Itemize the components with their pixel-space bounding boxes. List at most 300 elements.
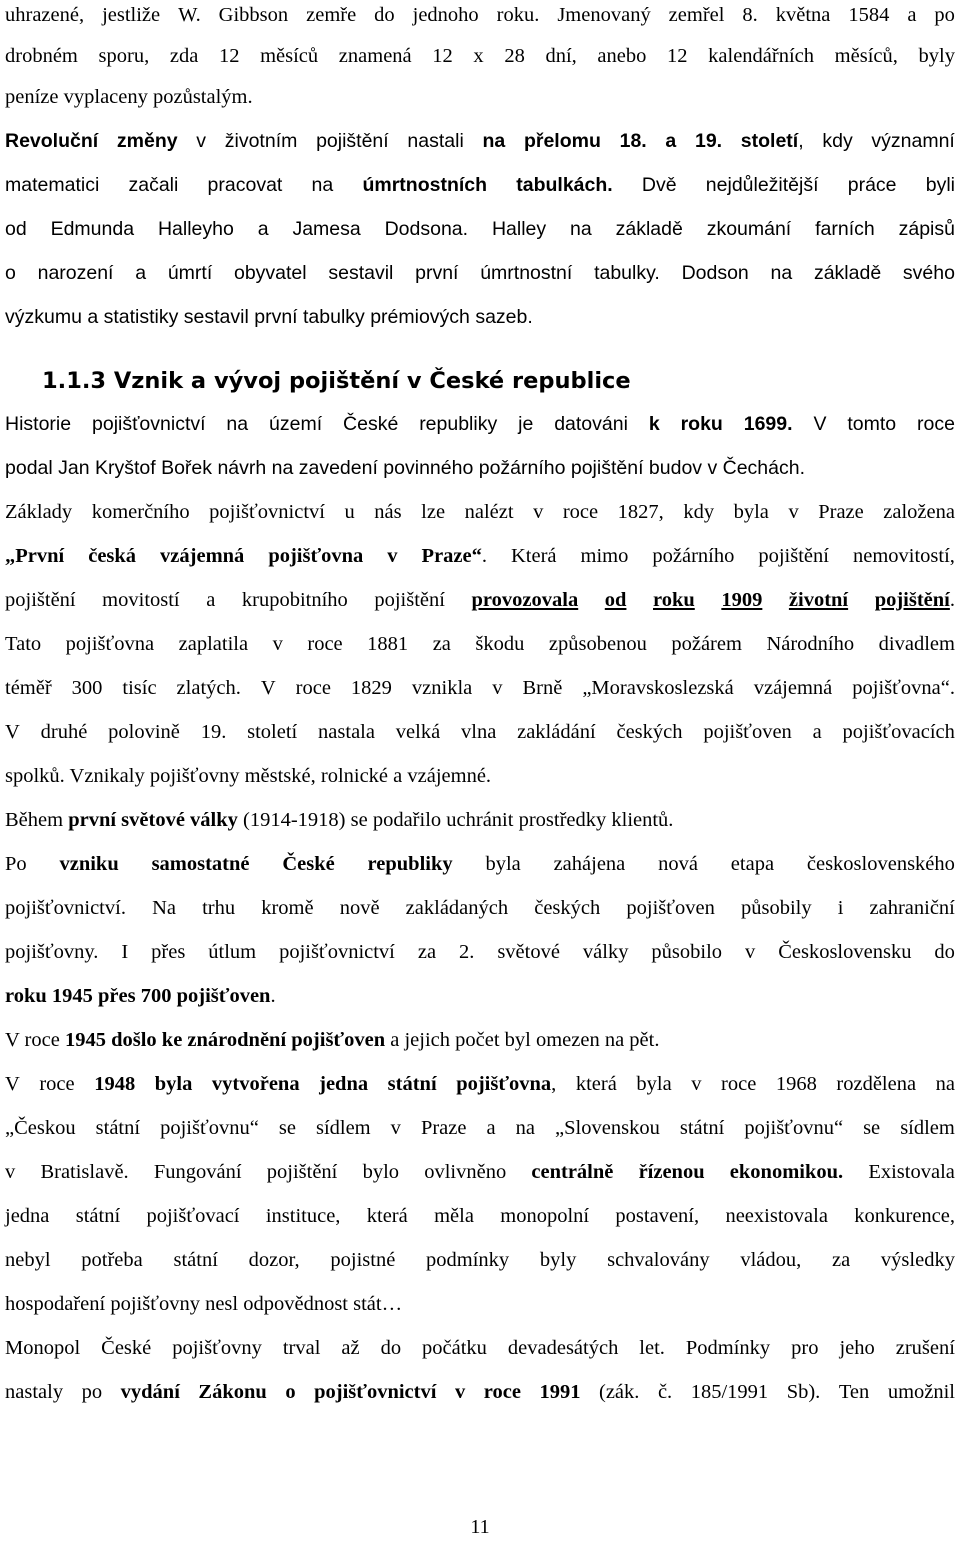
text-run: č. <box>657 1381 673 1403</box>
text-run: schvalovány <box>607 1249 710 1271</box>
word <box>742 0 757 30</box>
text-run: jedna <box>319 1073 369 1095</box>
word <box>152 893 176 923</box>
text-run: i <box>837 897 844 919</box>
word <box>554 409 628 439</box>
word <box>456 1069 556 1099</box>
text-run: Praze <box>818 501 864 523</box>
text-run: sestavil <box>328 262 394 284</box>
word <box>511 541 557 571</box>
text-run: Tato <box>5 633 42 655</box>
text-run: 12 <box>667 45 688 67</box>
text-run: do <box>374 4 395 26</box>
word <box>418 937 436 967</box>
text-line <box>5 302 955 332</box>
word <box>843 717 955 747</box>
word <box>122 673 156 703</box>
text-run: „Slovenskou <box>555 1117 660 1139</box>
text-run: V <box>813 413 827 435</box>
word <box>917 409 955 439</box>
text-run: května <box>775 4 831 26</box>
word <box>879 629 955 659</box>
word <box>836 1069 916 1099</box>
text-run: práce <box>847 174 897 196</box>
word <box>198 1377 266 1407</box>
text-run: , <box>798 130 804 152</box>
word <box>208 170 283 200</box>
text-run: v <box>196 130 207 152</box>
text-run: a <box>486 1117 496 1139</box>
word <box>5 41 78 71</box>
text-run: „První <box>5 545 65 567</box>
word <box>934 0 955 30</box>
text-run: výsledky <box>880 1249 955 1271</box>
word <box>848 170 897 200</box>
text-run: pojistné <box>330 1249 396 1271</box>
text-run: roce <box>562 501 599 523</box>
word <box>88 541 136 571</box>
text-run: v <box>533 501 544 523</box>
word <box>813 409 826 439</box>
text-line <box>5 1289 955 1319</box>
word <box>296 673 331 703</box>
word <box>5 1245 51 1275</box>
word <box>686 1333 770 1363</box>
word <box>5 585 76 615</box>
word <box>196 126 206 156</box>
word <box>202 893 235 923</box>
word <box>484 1377 521 1407</box>
word <box>683 497 714 527</box>
word <box>636 1069 671 1099</box>
word <box>158 214 234 244</box>
word <box>599 1377 639 1407</box>
text-run: kdy <box>683 501 715 523</box>
text-run: Brně <box>522 677 563 699</box>
word <box>273 629 283 659</box>
text-line <box>5 258 955 288</box>
text-run: a <box>135 262 147 284</box>
text-run: v <box>691 1073 702 1095</box>
text-run: 1948 <box>94 1073 136 1095</box>
text-run: narození <box>37 262 114 284</box>
word <box>5 629 41 659</box>
text-line <box>5 893 955 923</box>
text-run: v <box>788 501 799 523</box>
text-run: 12 <box>432 45 453 67</box>
text-run: W. <box>178 4 201 26</box>
word <box>419 409 497 439</box>
text-run: nemovitostí, <box>852 545 955 567</box>
text-run: instituce, <box>265 1205 341 1227</box>
word <box>615 1201 699 1231</box>
text-run: 19. <box>694 130 723 152</box>
word <box>312 170 334 200</box>
word <box>151 937 185 967</box>
text-run: státní <box>387 1073 437 1095</box>
word <box>108 717 180 747</box>
word <box>5 541 64 571</box>
word <box>807 849 955 879</box>
text-line <box>5 673 955 703</box>
word <box>570 214 592 244</box>
text-run: vzniku <box>59 853 119 875</box>
word <box>691 1377 768 1407</box>
word <box>81 1245 142 1275</box>
text-run: zakládání <box>517 721 596 743</box>
text-line <box>5 497 955 527</box>
text-run: polovině <box>108 721 180 743</box>
text-run: . <box>481 545 487 567</box>
text-run: pojišťovnictví <box>279 941 395 963</box>
word <box>432 41 453 71</box>
text-run: České <box>282 853 335 875</box>
text-run: jednoho <box>412 4 479 26</box>
text-run: V <box>260 677 276 699</box>
text-run: světové <box>497 941 560 963</box>
text-run: po <box>81 1381 103 1403</box>
word <box>500 1201 589 1231</box>
text-run: komerčního <box>91 501 190 523</box>
text-run: trhu <box>202 897 236 919</box>
word <box>343 409 398 439</box>
word <box>247 717 297 747</box>
text-run: I <box>121 941 129 963</box>
text-run: roku <box>680 413 723 435</box>
word <box>160 541 244 571</box>
word <box>649 409 660 439</box>
word <box>345 497 355 527</box>
word <box>388 1069 437 1099</box>
word <box>485 849 520 879</box>
word <box>121 1377 180 1407</box>
word <box>101 1333 151 1363</box>
text-run: Halleyho <box>157 218 234 240</box>
word <box>919 41 955 71</box>
text-run: 1829 <box>350 677 392 699</box>
word <box>40 1157 128 1187</box>
text-run: , <box>551 1073 557 1095</box>
text-run: Zákonu <box>198 1381 267 1403</box>
word <box>563 497 598 527</box>
word <box>883 497 955 527</box>
word <box>815 214 875 244</box>
text-line <box>5 1157 955 1187</box>
word <box>934 937 955 967</box>
text-run: pojišťovací <box>146 1205 240 1227</box>
word <box>818 497 864 527</box>
text-run: matematici <box>5 174 100 196</box>
text-run: k <box>648 413 660 435</box>
word <box>455 1377 465 1407</box>
text-run: Po <box>5 853 27 875</box>
word <box>351 673 392 703</box>
word <box>72 673 103 703</box>
word <box>741 126 804 156</box>
word <box>516 170 612 200</box>
text-run: 1991 <box>539 1381 581 1403</box>
text-run: Praze“ <box>421 545 482 567</box>
word <box>424 1157 506 1187</box>
word <box>5 497 72 527</box>
word <box>618 497 664 527</box>
text-run: o <box>285 1381 296 1403</box>
text-line <box>5 1245 955 1275</box>
text-run: velká <box>395 721 441 743</box>
word <box>531 1157 613 1187</box>
text-run: zahájena <box>553 853 626 875</box>
word <box>178 0 201 30</box>
word <box>374 497 401 527</box>
text-run: v <box>390 1117 401 1139</box>
text-run: pojišťovacích <box>842 721 955 743</box>
text-run: bylo <box>362 1161 400 1183</box>
text-run: 1699. <box>743 413 793 435</box>
word <box>516 1113 535 1143</box>
text-run: česká <box>88 545 137 567</box>
word <box>154 1157 242 1187</box>
text-run: divadlem <box>878 633 955 655</box>
word <box>652 541 734 571</box>
word <box>853 541 955 571</box>
word <box>907 0 916 30</box>
word <box>177 673 241 703</box>
word <box>412 673 472 703</box>
word <box>201 717 227 747</box>
word <box>128 170 178 200</box>
text-run: a <box>665 130 677 152</box>
word <box>209 497 325 527</box>
word <box>5 1157 15 1187</box>
text-run: přelomu <box>523 130 601 152</box>
text-run: která <box>575 1073 617 1095</box>
word <box>225 126 298 156</box>
word <box>744 1113 843 1143</box>
text-run: byla <box>485 853 521 875</box>
text-run: pro <box>791 1337 819 1359</box>
text-line <box>5 717 955 747</box>
text-run: . <box>949 589 955 611</box>
text-run: 8. <box>742 4 758 26</box>
word <box>367 629 408 659</box>
word <box>721 585 762 615</box>
text-run: se <box>278 1117 296 1139</box>
text-run: republiky <box>367 853 453 875</box>
text-run: a jejich počet byl omezen na pět. <box>385 1029 660 1051</box>
text-run: území <box>269 413 323 435</box>
text-run: nová <box>658 853 698 875</box>
text-run: mimo <box>580 545 629 567</box>
text-run: zlatých. <box>176 677 241 699</box>
word <box>730 1157 843 1187</box>
text-run: působilo <box>651 941 723 963</box>
text-run: movitostí <box>102 589 180 611</box>
word <box>900 1113 955 1143</box>
word <box>832 1245 850 1275</box>
text-run: Halley <box>491 218 547 240</box>
text-run: pojištění <box>874 589 950 611</box>
word <box>160 1113 259 1143</box>
word <box>5 1069 20 1099</box>
word <box>838 893 844 923</box>
word <box>875 585 955 615</box>
text-run: roce <box>307 633 343 655</box>
word <box>374 0 395 30</box>
word <box>407 126 463 156</box>
text-run: podmínky <box>426 1249 510 1271</box>
word <box>314 1377 436 1407</box>
word <box>658 849 698 879</box>
word <box>96 1113 140 1143</box>
text-run: České <box>101 1337 152 1359</box>
text-run: centrálně <box>531 1161 614 1183</box>
word <box>117 126 178 156</box>
word <box>667 41 688 71</box>
word <box>639 1333 665 1363</box>
text-run: úmrtí <box>167 262 213 284</box>
text-run: zemřel <box>668 4 725 26</box>
text-run: českých <box>534 897 601 919</box>
word <box>936 1069 955 1099</box>
text-line <box>5 981 955 1011</box>
text-run: která <box>366 1205 408 1227</box>
text-run: 12 <box>218 45 240 67</box>
word <box>758 541 829 571</box>
text-run: 18. <box>619 130 647 152</box>
text-run: státní <box>75 1205 121 1227</box>
word <box>363 1157 399 1187</box>
word <box>888 1377 955 1407</box>
word <box>459 937 474 967</box>
word <box>5 1333 80 1363</box>
word <box>776 0 831 30</box>
text-run: provozovala <box>471 589 579 611</box>
word <box>708 41 814 71</box>
text-run: v <box>387 545 398 567</box>
text-run: Podmínky <box>685 1337 771 1359</box>
word <box>174 1245 218 1275</box>
word <box>549 629 647 659</box>
word <box>607 1245 709 1275</box>
word <box>102 0 160 30</box>
text-run: Revoluční <box>5 130 99 152</box>
text-run: působily <box>740 897 812 919</box>
text-run: zrušení <box>895 1337 955 1359</box>
text-run: roku <box>653 589 695 611</box>
text-run: 1584 <box>848 4 890 26</box>
text-run: České <box>343 413 399 435</box>
text-run: zemře <box>306 4 357 26</box>
word <box>870 893 955 923</box>
word <box>155 1069 193 1099</box>
text-run: znamená <box>338 45 412 67</box>
text-run: začali <box>128 174 179 196</box>
word <box>219 41 240 71</box>
word <box>267 1157 338 1187</box>
word <box>99 41 150 71</box>
word <box>330 1245 395 1275</box>
text-run: pojišťovny. <box>5 941 99 963</box>
word <box>279 1113 296 1143</box>
word <box>5 258 16 288</box>
word <box>881 1245 955 1275</box>
word <box>771 258 793 288</box>
word <box>59 849 118 879</box>
text-run: pojišťovnu“ <box>160 1117 259 1139</box>
word <box>367 1201 408 1231</box>
text-run: monopolní <box>500 1205 590 1227</box>
word <box>391 1113 401 1143</box>
text-line <box>5 1025 955 1055</box>
text-run: byly <box>918 45 955 67</box>
text-run: 1909 <box>721 589 763 611</box>
word <box>835 41 898 71</box>
text-run: pojišťovna <box>268 545 364 567</box>
text-line <box>5 0 955 30</box>
text-run: pojišťovnictví <box>92 413 206 435</box>
word <box>260 41 318 71</box>
text-line <box>5 453 955 483</box>
text-run: státní <box>173 1249 218 1271</box>
word <box>362 170 487 200</box>
text-run: do <box>380 1337 402 1359</box>
word <box>681 409 723 439</box>
word <box>339 41 412 71</box>
text-run: v <box>454 1381 466 1403</box>
word <box>465 497 514 527</box>
text-run: roce <box>917 413 955 435</box>
word <box>789 585 848 615</box>
text-run: zahraniční <box>869 897 955 919</box>
word <box>102 585 179 615</box>
word <box>51 214 134 244</box>
text-run: Existovala <box>868 1161 955 1183</box>
text-run: státní <box>95 1117 141 1139</box>
text-run: farních <box>815 218 875 240</box>
text-line <box>5 170 955 200</box>
text-run: zakládaných <box>405 897 509 919</box>
word <box>340 893 380 923</box>
word <box>582 673 733 703</box>
word <box>292 214 360 244</box>
text-run: československého <box>806 853 955 875</box>
word <box>863 1113 880 1143</box>
text-run: krupobitního <box>241 589 348 611</box>
text-run: pojišťovnu“ <box>744 1117 844 1139</box>
word <box>605 585 627 615</box>
word <box>522 673 562 703</box>
word <box>555 1113 660 1143</box>
word <box>226 409 248 439</box>
text-run: na <box>935 1073 955 1095</box>
text-run: sídlem <box>315 1117 371 1139</box>
text-line <box>5 1377 955 1407</box>
word <box>5 0 84 30</box>
word <box>374 585 445 615</box>
word <box>306 0 356 30</box>
word <box>316 126 389 156</box>
text-line <box>5 937 955 967</box>
word <box>518 409 533 439</box>
text-run: druhé <box>40 721 88 743</box>
word <box>421 497 445 527</box>
text-run: Bratislavě. <box>40 1161 129 1183</box>
text-run: zápisů <box>898 218 955 240</box>
word <box>219 0 288 30</box>
word <box>41 717 88 747</box>
word <box>776 1069 817 1099</box>
word <box>734 497 769 527</box>
